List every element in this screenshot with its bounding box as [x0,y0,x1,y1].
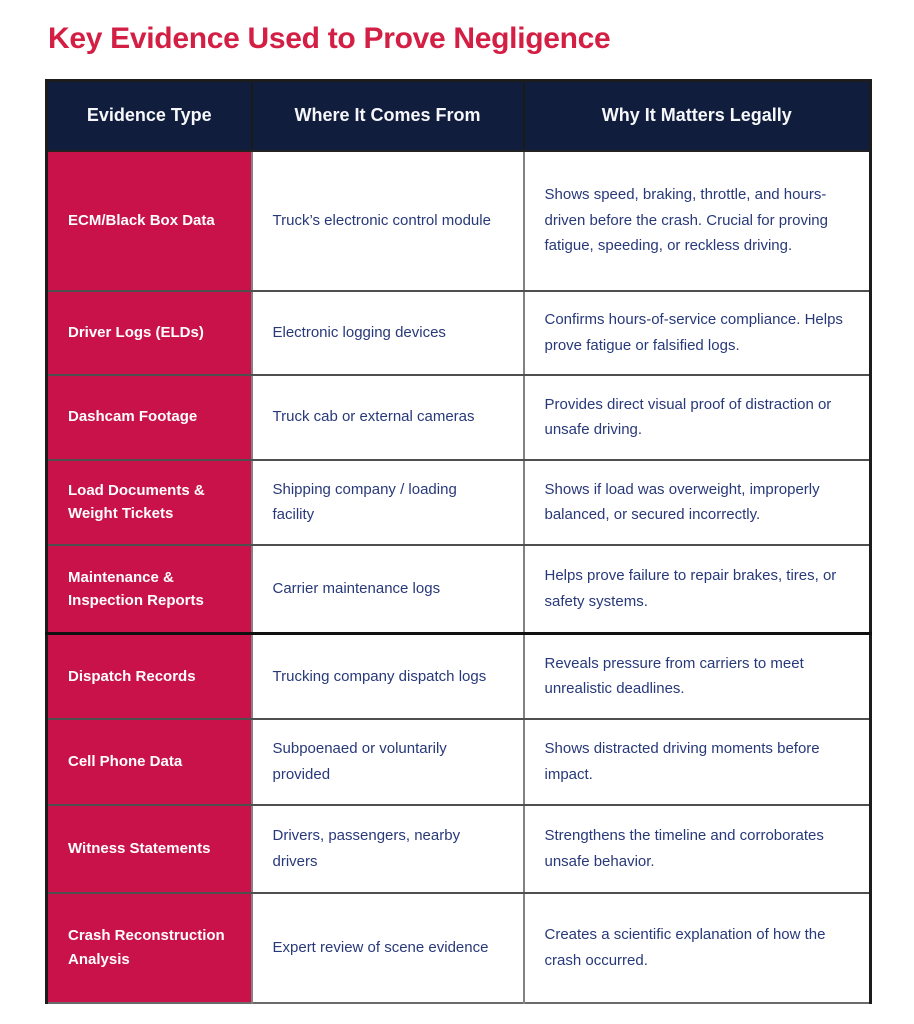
evidence-type-cell: Maintenance & Inspection Reports [47,545,252,634]
page-title: Key Evidence Used to Prove Negligence [48,22,611,55]
source-cell: Truck cab or external cameras [252,375,524,460]
table-header [47,81,871,151]
source-cell: Shipping company / loading facility [252,460,524,545]
why-it-matters-cell: Confirms hours-of-service compliance. Helps prove fatigue or falsified logs. [524,291,871,375]
column-header-evidence-type: Evidence Type [47,81,252,151]
table-row [47,893,871,1003]
evidence-type-cell: ECM/Black Box Data [47,151,252,291]
source-cell: Trucking company dispatch logs [252,634,524,719]
evidence-type-cell: Crash Reconstruction Analysis [47,893,252,1003]
why-it-matters-cell: Helps prove failure to repair brakes, tires, or safety systems. [524,545,871,634]
table-row [47,375,871,460]
source-cell: Subpoenaed or voluntarily provided [252,719,524,805]
table-row [47,805,871,893]
evidence-type-cell: Load Documents & Weight Tickets [47,460,252,545]
table-header-row [47,81,871,151]
why-it-matters-cell: Shows if load was overweight, improperly balanced, or secured incorrectly. [524,460,871,545]
why-it-matters-cell: Provides direct visual proof of distraction or unsafe driving. [524,375,871,460]
evidence-type-cell: Cell Phone Data [47,719,252,805]
table-row [47,460,871,545]
evidence-type-cell: Dashcam Footage [47,375,252,460]
table-row [47,151,871,291]
table-row [47,719,871,805]
why-it-matters-cell: Creates a scientific explanation of how the crash occurred. [524,893,871,1003]
evidence-table [45,79,872,1004]
source-cell: Electronic logging devices [252,291,524,375]
why-it-matters-cell: Shows distracted driving moments before impact. [524,719,871,805]
evidence-type-cell: Driver Logs (ELDs) [47,291,252,375]
evidence-type-cell: Witness Statements [47,805,252,893]
source-cell: Truck’s electronic control module [252,151,524,291]
why-it-matters-cell: Shows speed, braking, throttle, and hours-driven before the crash. Crucial for proving fatigue, speeding, or reckless driving. [524,151,871,291]
column-header-where-it-comes-from: Where It Comes From [252,81,524,151]
column-header-why-it-matters-legally: Why It Matters Legally [524,81,871,151]
why-it-matters-cell: Reveals pressure from carriers to meet unrealistic deadlines. [524,634,871,719]
table-row [47,291,871,375]
table-row [47,545,871,634]
why-it-matters-cell: Strengthens the timeline and corroborates unsafe behavior. [524,805,871,893]
evidence-type-cell: Dispatch Records [47,634,252,719]
source-cell: Carrier maintenance logs [252,545,524,634]
table-body [47,151,871,1003]
source-cell: Drivers, passengers, nearby drivers [252,805,524,893]
table-row [47,634,871,719]
source-cell: Expert review of scene evidence [252,893,524,1003]
